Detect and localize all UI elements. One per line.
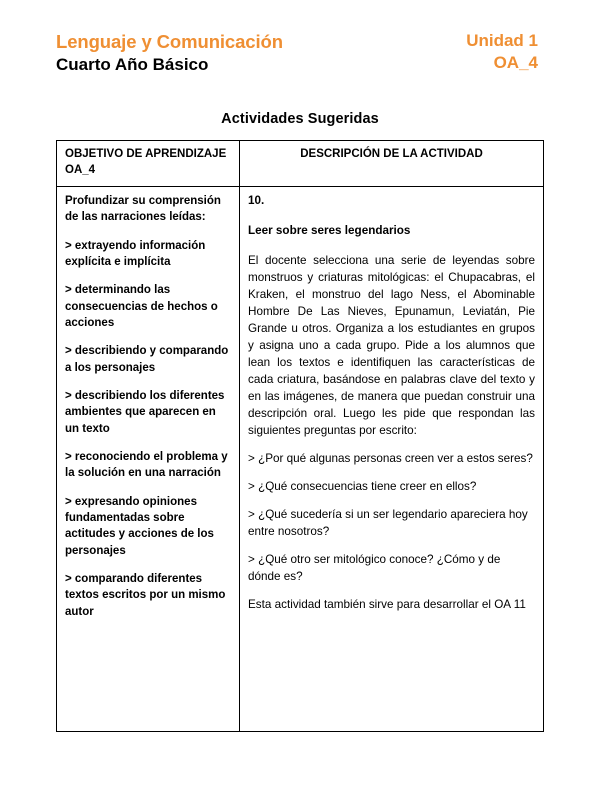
description-cell — [240, 187, 544, 732]
header-left-block — [56, 30, 283, 77]
activity-question: > ¿Qué consecuencias tiene creer en ellos? — [248, 479, 477, 493]
activity-subtitle: Leer sobre seres legendarios — [248, 224, 411, 238]
activity-number: 10. — [248, 194, 265, 208]
grade-level: Cuarto Año Básico — [56, 55, 209, 75]
activity-question: > ¿Por qué algunas personas creen ver a estos seres? — [248, 451, 533, 465]
page-title: Actividades Sugeridas — [221, 111, 379, 128]
column-header-objective: OBJETIVO DE APRENDIZAJE OA_4 — [57, 141, 240, 187]
objective-line: > describiendo los diferentes ambientes que aparecen en un texto — [65, 390, 225, 435]
objective-line: > reconociendo el problema y la solución en una narración — [65, 451, 228, 480]
activities-table — [56, 140, 544, 732]
activity-paragraph: El docente selecciona una serie de leyendas sobre monstruos y criaturas mitológicas: el Chupacabras, el Kraken, el monstruo del lago Ness, el Abominable Hombre De Las Nieves, Epunamun, Leviatán, Pie Grande u otros. Organiza a los estudiantes en grupos y asigna uno a cada grupo. Pide a los alumnos que lean los textos e identifiquen las características de cada criatura, basándose en palabras clave del texto y en las imágenes, de manera que puedan construir una descripción oral. Luego les pide que respondan las siguientes preguntas por escrito: — [248, 254, 535, 437]
header-right-block — [466, 30, 544, 75]
activity-question: > ¿Qué otro ser mitológico conoce? ¿Cómo y de dónde es? — [248, 552, 501, 583]
subject-title: Lenguaje y Comunicación — [56, 31, 283, 52]
activity-question: > ¿Qué sucedería si un ser legendario apareciera hoy entre nosotros? — [248, 507, 528, 538]
objective-cell — [57, 187, 240, 732]
objective-line: > describiendo y comparando a los personajes — [65, 345, 229, 374]
table-header-row — [57, 141, 544, 187]
table-body — [57, 187, 544, 732]
objective-line: > comparando diferentes textos escritos por un mismo autor — [65, 573, 226, 618]
objective-line: Profundizar su comprensión de las narraciones leídas: — [65, 195, 221, 224]
column-header-description: DESCRIPCIÓN DE LA ACTIVIDAD — [240, 141, 544, 187]
unit-label: Unidad 1 — [466, 31, 538, 50]
oa-code-label: OA_4 — [493, 53, 538, 73]
table-row — [57, 187, 544, 732]
activity-note: Esta actividad también sirve para desarrollar el OA 11 — [248, 597, 526, 611]
objective-line: > determinando las consecuencias de hechos o acciones — [65, 284, 218, 330]
document-header — [56, 30, 544, 77]
objective-line: > expresando opiniones fundamentadas sobre actitudes y acciones de los personajes — [65, 495, 214, 557]
table-row — [57, 141, 544, 187]
objective-line: > extrayendo información explícita e implícita — [65, 239, 206, 269]
